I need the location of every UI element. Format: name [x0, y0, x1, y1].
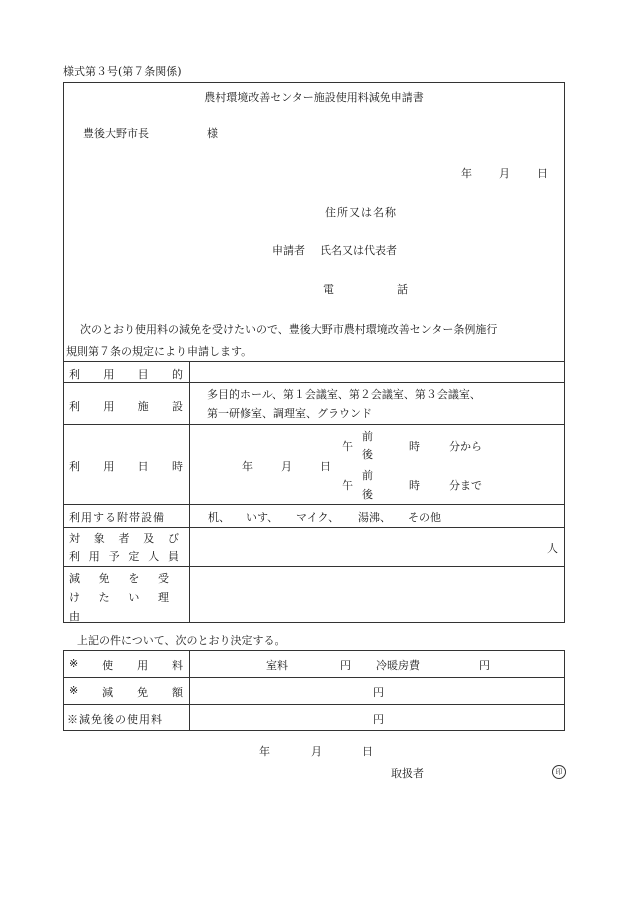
request-text-line2: 規則第７条の規定により申請します。	[66, 345, 253, 358]
purpose-label: 利 用 目 的	[69, 368, 183, 381]
footer-handler: 取扱者	[391, 767, 424, 780]
datetime-day: 日	[320, 460, 331, 473]
decision-line	[63, 704, 565, 705]
date-year: 年	[461, 167, 472, 180]
table-line	[63, 504, 565, 505]
datetime-month: 月	[281, 460, 292, 473]
equipment-item-other: その他	[408, 511, 441, 524]
equipment-item-kettle: 湯沸、	[358, 511, 391, 524]
form-label: 様式第３号(第７条関係)	[63, 65, 182, 78]
reason-label-line1: 減 免 を 受	[69, 572, 169, 585]
form-title: 農村環境改善センター施設使用料減免申請書	[204, 91, 424, 104]
decision-after-label: ※減免後の使用料	[67, 713, 163, 726]
table-line	[63, 424, 565, 425]
addressee-name: 豊後大野市長	[83, 127, 149, 140]
date-month: 月	[499, 167, 510, 180]
decision-after-yen: 円	[373, 713, 384, 726]
datetime-ato-end: 後	[362, 488, 373, 501]
datetime-go-end: 午	[342, 479, 353, 492]
equipment-item-desk: 机、	[208, 511, 230, 524]
footer-month: 月	[311, 745, 322, 758]
decision-fee-aircon: 冷暖房費	[376, 659, 420, 672]
reason-label-line3: 由	[69, 610, 80, 623]
decision-text: 上記の件について、次のとおり決定する。	[77, 634, 286, 647]
footer-day: 日	[362, 745, 373, 758]
decision-fee-yen2: 円	[479, 659, 490, 672]
datetime-ato-start: 後	[362, 448, 373, 461]
datetime-label: 利 用 日 時	[69, 460, 183, 473]
datetime-from: 分から	[449, 440, 482, 453]
request-text-line1: 次のとおり使用料の減免を受けたいので、豊後大野市農村環境改善センター条例施行	[80, 323, 498, 336]
applicant-phone-char2: 話	[397, 283, 408, 296]
facility-line1: 多目的ホール、第１会議室、第２会議室、第３会議室、	[207, 388, 481, 401]
table-line	[63, 382, 565, 383]
persons-unit: 人	[547, 542, 558, 555]
seal-mark: 印	[552, 765, 566, 779]
footer-year: 年	[259, 745, 270, 758]
applicant-phone-char1: 電	[323, 283, 334, 296]
applicant-prefix: 申請者	[272, 244, 305, 257]
datetime-to: 分まで	[449, 479, 482, 492]
equipment-item-mic: マイク、	[296, 511, 340, 524]
date-day: 日	[537, 167, 548, 180]
datetime-zen-end: 前	[362, 469, 373, 482]
applicant-address-label: 住所又は名称	[325, 206, 397, 219]
facility-line2: 第一研修室、調理室、グラウンド	[207, 407, 372, 420]
facility-label: 利 用 施 設	[69, 400, 183, 413]
table-line	[63, 361, 565, 362]
decision-fee-label: ※ 使 用 料	[69, 657, 183, 672]
reason-label-line2: け た い 理	[69, 591, 169, 604]
decision-divider	[189, 650, 190, 731]
equipment-label: 利用する附帯設備	[69, 511, 165, 524]
datetime-hour-start: 時	[409, 440, 420, 453]
datetime-year: 年	[242, 460, 253, 473]
equipment-item-chair: いす、	[246, 511, 279, 524]
table-line	[63, 527, 565, 528]
table-line	[63, 566, 565, 567]
decision-reduction-yen: 円	[373, 686, 384, 699]
table-divider	[189, 361, 190, 623]
datetime-zen-start: 前	[362, 430, 373, 443]
decision-fee-yen1: 円	[340, 659, 351, 672]
applicant-name-label: 氏名又は代表者	[320, 244, 397, 257]
decision-reduction-label: ※ 減 免 額	[69, 684, 183, 699]
persons-label-line2: 利 用 予 定 人 員	[69, 550, 179, 563]
datetime-hour-end: 時	[409, 479, 420, 492]
addressee-honorific: 様	[207, 127, 218, 140]
datetime-go-start: 午	[342, 440, 353, 453]
decision-fee-room: 室料	[266, 659, 288, 672]
decision-line	[63, 677, 565, 678]
persons-label-line1: 対 象 者 及 び	[69, 532, 179, 545]
